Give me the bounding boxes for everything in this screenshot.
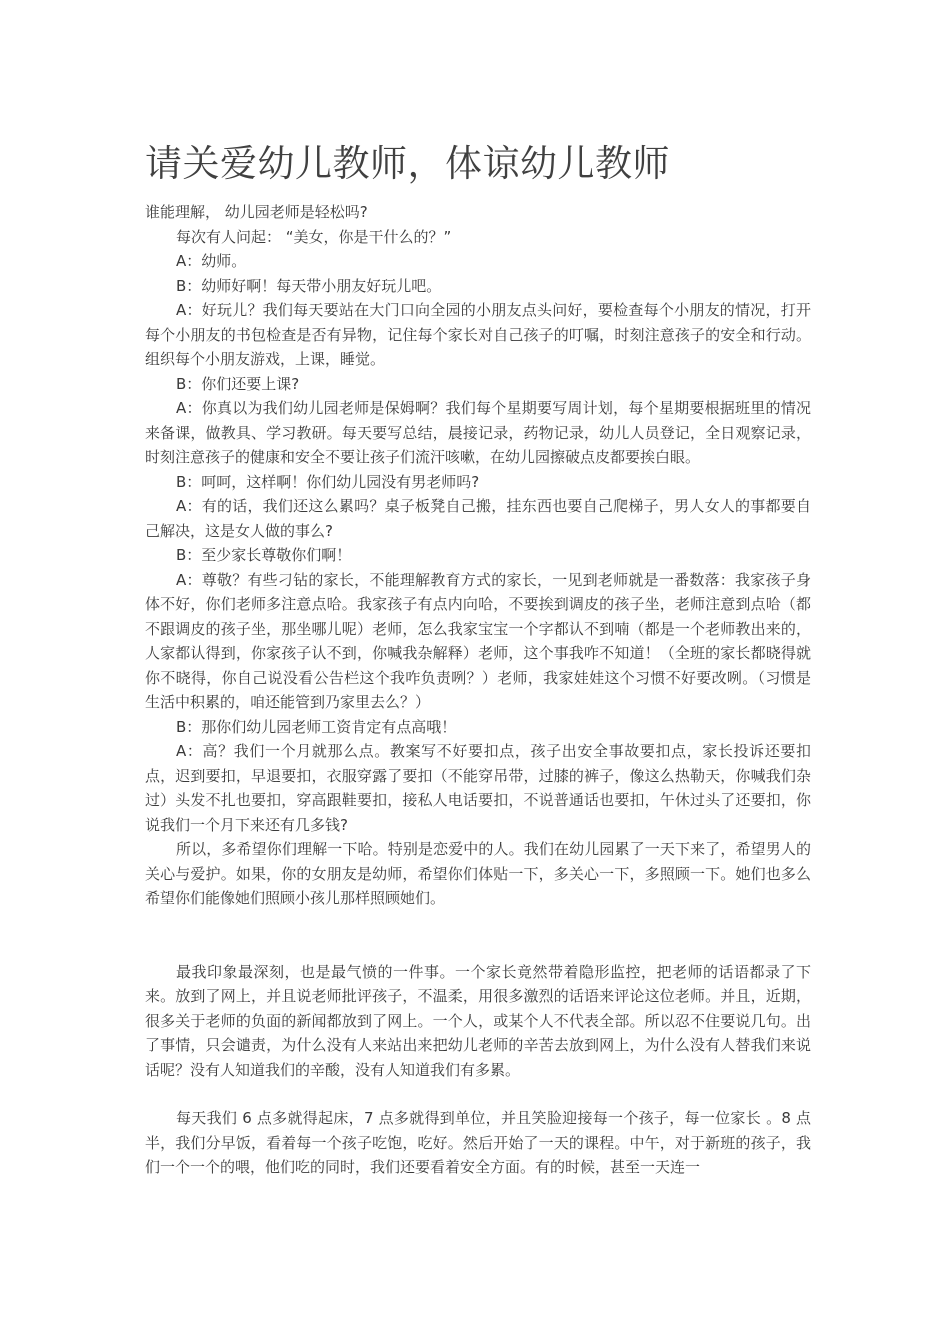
paragraph: 最我印象最深刻，也是最气愤的一件事。一个家长竟然带着隐形监控，把老师的话语都录了下来。放到了网上，并且说老师批评孩子，不温柔，用很多激烈的话语来评论这位老师。并且，近期，很多关于老师的负面的新闻都放到了网上。一个人，或某个人不代表全部。所以忍不住要说几句。出了事情，只会谴责，为什么没有人来站出来把幼儿老师的辛苦去放到网上，为什么没有人替我们来说话呢？没有人知道我们的辛酸，没有人知道我们有多累。 — [145, 962, 811, 1079]
paragraph-spacer — [145, 911, 811, 960]
paragraph: A：高？我们一个月就那么点。教案写不好要扣点，孩子出安全事故要扣点，家长投诉还要扣点，迟到要扣，早退要扣，衣服穿露了要扣（不能穿吊带，过膝的裤子，像这么热勒天，你喊我们杂过）头发不扎也要扣，穿高跟鞋要扣，接私人电话要扣，不说普通话也要扣，午休过头了还要扣，你说我们一个月下来还有几多钱? — [145, 742, 811, 834]
paragraph: B：你们还要上课? — [176, 374, 300, 393]
paragraph: B：幼师好啊！每天带小朋友好玩儿吧。 — [176, 276, 442, 295]
document-title: 请关爱幼儿教师，体谅幼儿教师 — [145, 142, 670, 185]
paragraph: B：那你们幼儿园老师工资肯定有点高哦！ — [176, 717, 457, 736]
paragraph: A：幼师。 — [176, 252, 247, 270]
paragraph: A：尊敬？有些刁钻的家长，不能理解教育方式的家长，一见到老师就是一番数落：我家孩子身体不好，你们老师多注意点哈。我家孩子有点内向哈，不要挨到调皮的孩子坐，老师注意到点哈（都不跟调皮的孩子坐，那坐哪儿呢）老师，怎么我家宝宝一个字都认不到喃（都是一个老师教出来的，人家都认得到，你家孩子认不到，你喊我杂解释）老师，这个事我咋不知道！（全班的家长都晓得就你不晓得，你自己说没看公告栏这个我咋负责咧？）老师，我家娃娃这个习惯不好要改咧。（习惯是生活中积累的，咱还能管到乃家里去么？） — [145, 570, 811, 711]
paragraph: 每次有人问起： “美女，你是干什么的？” — [176, 227, 452, 246]
paragraph: A：有的话，我们还这么累吗？桌子板凳自己搬，挂东西也要自己爬梯子，男人女人的事都要自己解决，这是女人做的事么? — [145, 497, 811, 540]
paragraph: A：你真以为我们幼儿园老师是保姆啊？我们每个星期要写周计划，每个星期要根据班里的情况来备课，做教具、学习教研。每天要写总结，晨接记录，药物记录，幼儿人员登记，全日观察记录，时刻注意孩子的健康和安全不要让孩子们流汗咳嗽，在幼儿园擦破点皮都要挨白眼。 — [145, 399, 811, 466]
paragraph: B：至少家长尊敬你们啊！ — [176, 546, 352, 564]
paragraph: 每天我们 6 点多就得起床，7 点多就得到单位，并且笑脸迎接每一个孩子，每一位家长 。8 点半，我们分早饭，看着每一个孩子吃饱，吃好。然后开始了一天的课程。中午，对于新班的孩子，我们一个一个的喂，他们吃的同时，我们还要看着安全方面。有的时候，甚至一天连一 — [145, 1109, 811, 1176]
document-page — [145, 138, 811, 1180]
paragraph-spacer — [145, 1082, 811, 1106]
paragraph: A：好玩儿？我们每天要站在大门口向全园的小朋友点头问好，要检查每个小朋友的情况，打开每个小朋友的书包检查是否有异物，记住每个家长对自己孩子的叮嘱，时刻注意孩子的安全和行动。组织每个小朋友游戏，上课，睡觉。 — [145, 301, 811, 368]
paragraph-intro: 谁能理解， 幼儿园老师是轻松吗? — [145, 203, 368, 221]
paragraph: B：呵呵，这样啊！你们幼儿园没有男老师吗? — [176, 472, 480, 491]
paragraph: 所以，多希望你们理解一下哈。特别是恋爱中的人。我们在幼儿园累了一天下来了，希望男人的关心与爱护。如果，你的女朋友是幼师，希望你们体贴一下，多关心一下，多照顾一下。她们也多么希望你们能像她们照顾小孩儿那样照顾她们。 — [145, 840, 811, 907]
